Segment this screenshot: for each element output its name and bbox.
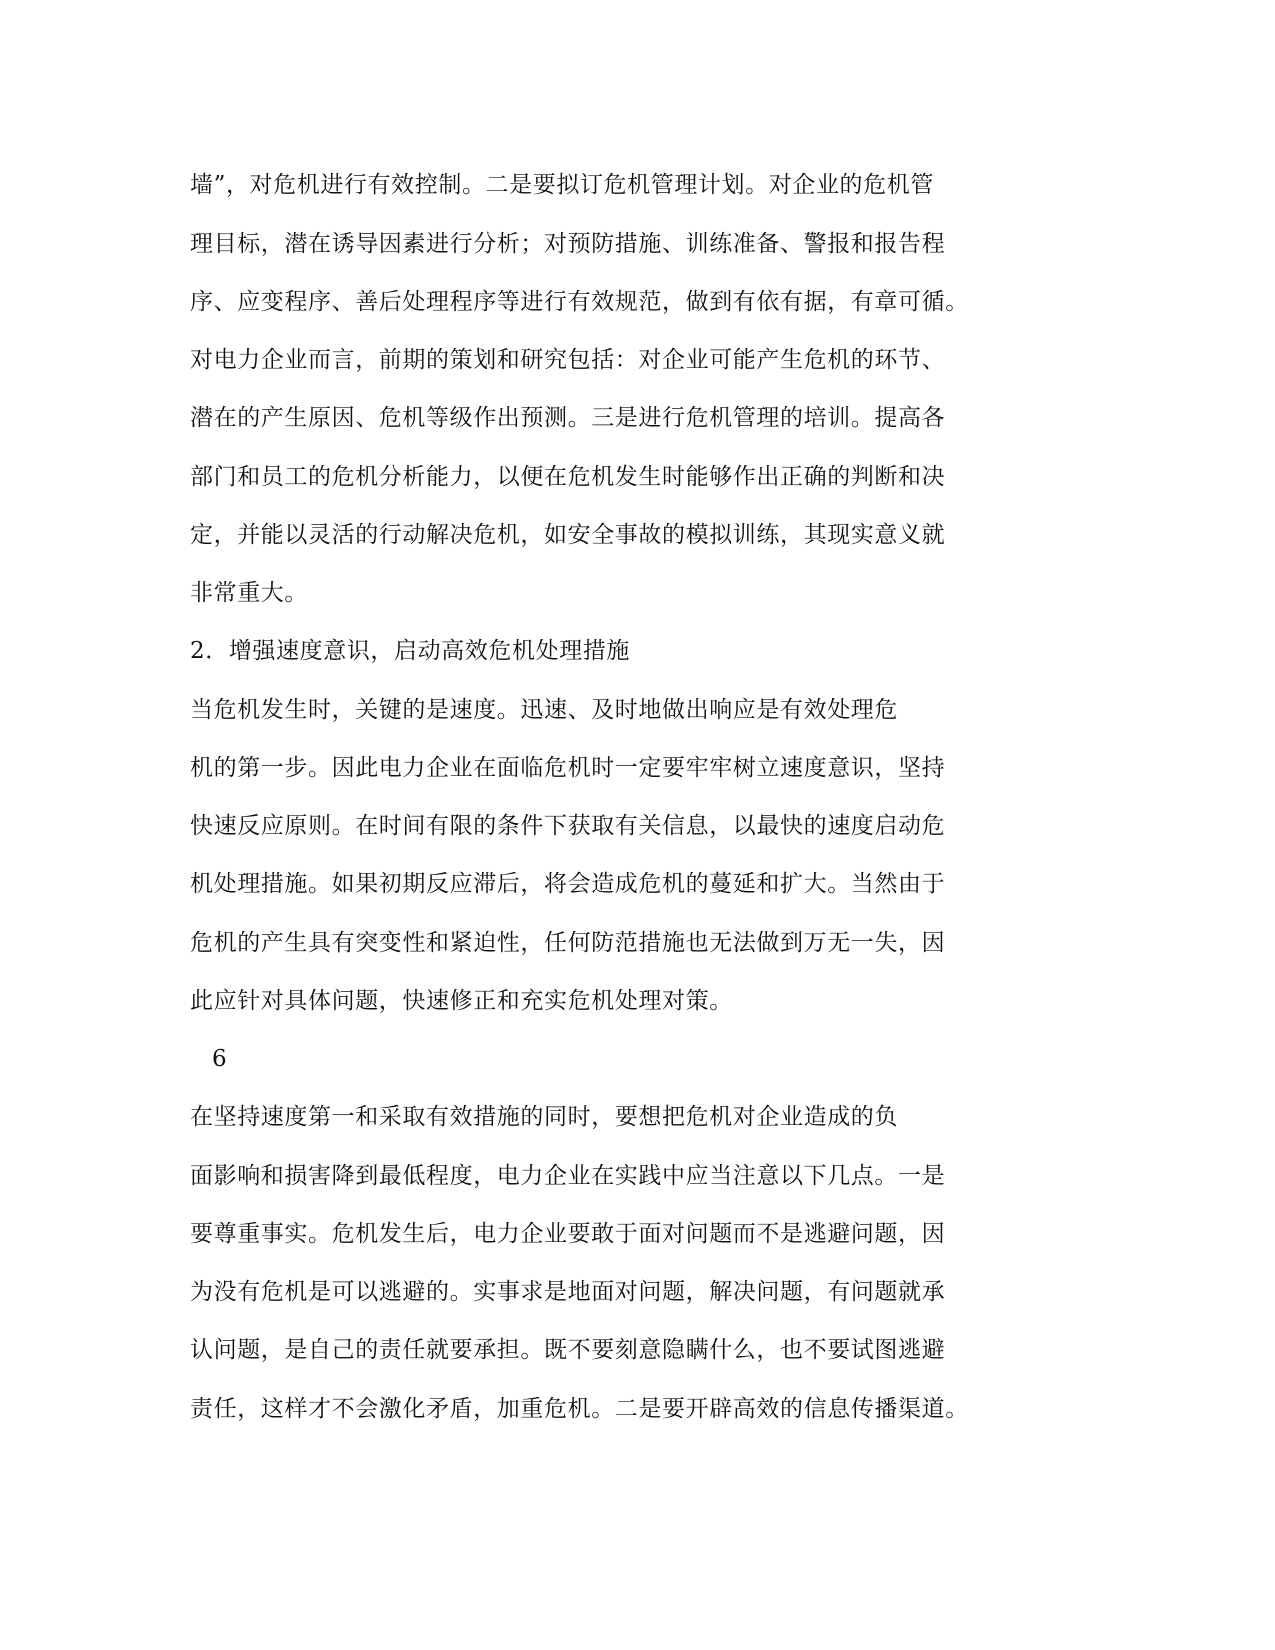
paragraph-line: 面影响和损害降到最低程度，电力企业在实践中应当注意以下几点。一是 [190, 1163, 946, 1189]
paragraph-line: 潜在的产生原因、危机等级作出预测。三是进行危机管理的培训。提高各 [190, 405, 946, 431]
paragraph-line: 对电力企业而言，前期的策划和研究包括：对企业可能产生危机的环节、 [190, 347, 946, 373]
paragraph-line: 部门和员工的危机分析能力，以便在危机发生时能够作出正确的判断和决 [190, 464, 946, 490]
paragraph-line: 要尊重事实。危机发生后，电力企业要敢于面对问题而不是逃避问题，因 [190, 1221, 946, 1247]
paragraph-line: 快速反应原则。在时间有限的条件下获取有关信息，以最快的速度启动危 [190, 813, 946, 839]
paragraph-line: 理目标，潜在诱导因素进行分析；对预防措施、训练准备、警报和报告程 [190, 231, 946, 257]
paragraph-line: 在坚持速度第一和采取有效措施的同时，要想把危机对企业造成的负 [190, 1104, 898, 1130]
paragraph-line: 机的第一步。因此电力企业在面临危机时一定要牢牢树立速度意识，坚持 [190, 755, 946, 781]
paragraph-line: 定，并能以灵活的行动解决危机，如安全事故的模拟训练，其现实意义就 [190, 522, 946, 548]
paragraph-line: 非常重大。 [190, 580, 308, 606]
section-heading: 2．增强速度意识，启动高效危机处理措施 [190, 638, 631, 664]
paragraph-line: 为没有危机是可以逃避的。实事求是地面对问题，解决问题，有问题就承 [190, 1279, 946, 1305]
paragraph-line: 墙”，对危机进行有效控制。二是要拟订危机管理计划。对企业的危机管 [190, 172, 934, 198]
paragraph-line: 此应针对具体问题，快速修正和充实危机处理对策。 [190, 988, 733, 1014]
paragraph-line: 危机的产生具有突变性和紧迫性，任何防范措施也无法做到万无一失，因 [190, 930, 946, 956]
paragraph-line: 机处理措施。如果初期反应滞后，将会造成危机的蔓延和扩大。当然由于 [190, 871, 946, 897]
paragraph-line: 责任，这样才不会激化矛盾，加重危机。二是要开辟高效的信息传播渠道。 [190, 1396, 969, 1422]
paragraph-line: 序、应变程序、善后处理程序等进行有效规范，做到有依有据，有章可循。 [190, 289, 969, 315]
paragraph-line: 当危机发生时，关键的是速度。迅速、及时地做出响应是有效处理危 [190, 697, 898, 723]
paragraph-line: 认问题，是自己的责任就要承担。既不要刻意隐瞒什么，也不要试图逃避 [190, 1337, 946, 1363]
page-number: 6 [212, 1046, 227, 1072]
